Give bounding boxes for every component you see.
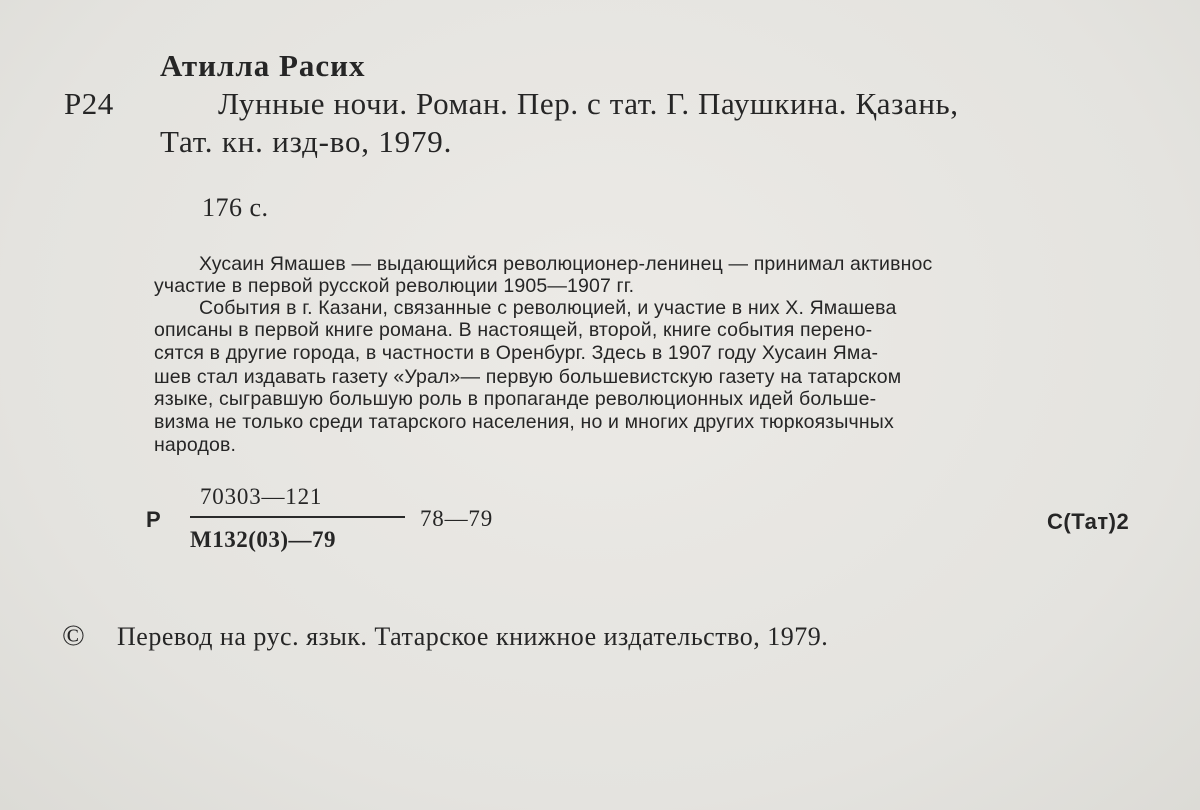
annotation-line: Хусаин Ямашев — выдающийся революционер-ленинец — принимал активнос — [199, 253, 933, 275]
annotation-line: События в г. Казани, связанные с революцией, и участие в них Х. Ямашева — [199, 297, 897, 319]
title-line-1: Лунные ночи. Роман. Пер. с тат. Г. Паушкина. Қазань, — [218, 86, 959, 121]
annotation-line: участие в первой русской революции 1905—1907 гг. — [154, 275, 635, 297]
code-years: 78—79 — [420, 506, 493, 531]
fraction-line — [190, 516, 405, 518]
copyright-icon: © — [62, 619, 85, 652]
annotation-line: народов. — [154, 434, 237, 456]
title-line-2: Тат. кн. изд-во, 1979. — [160, 124, 453, 159]
classification-code: С(Тат)2 — [1047, 509, 1130, 534]
code-numerator: 70303—121 — [200, 484, 323, 509]
author-name: Атилла Расих — [160, 48, 366, 83]
page-count: 176 с. — [202, 193, 269, 222]
annotation-line: языке, сыгравшую большую роль в пропаганде революционных идей больше- — [154, 388, 877, 410]
annotation-line: сятся в другие города, в частности в Оренбург. Здесь в 1907 году Хусаин Яма- — [154, 342, 879, 364]
annotation-line: описаны в первой книге романа. В настоящей, второй, книге события перено- — [154, 319, 873, 341]
library-index: Р24 — [64, 86, 114, 121]
annotation-line: шев стал издавать газету «Урал»— первую большевистскую газету на татарском — [154, 366, 902, 388]
copyright-text: Перевод на рус. язык. Татарское книжное издательство, 1979. — [117, 622, 829, 651]
annotation-line: визма не только среди татарского населения, но и многих других тюркоязычных — [154, 411, 894, 433]
code-denominator: М132(03)—79 — [190, 527, 337, 552]
code-letter: Р — [146, 507, 161, 532]
